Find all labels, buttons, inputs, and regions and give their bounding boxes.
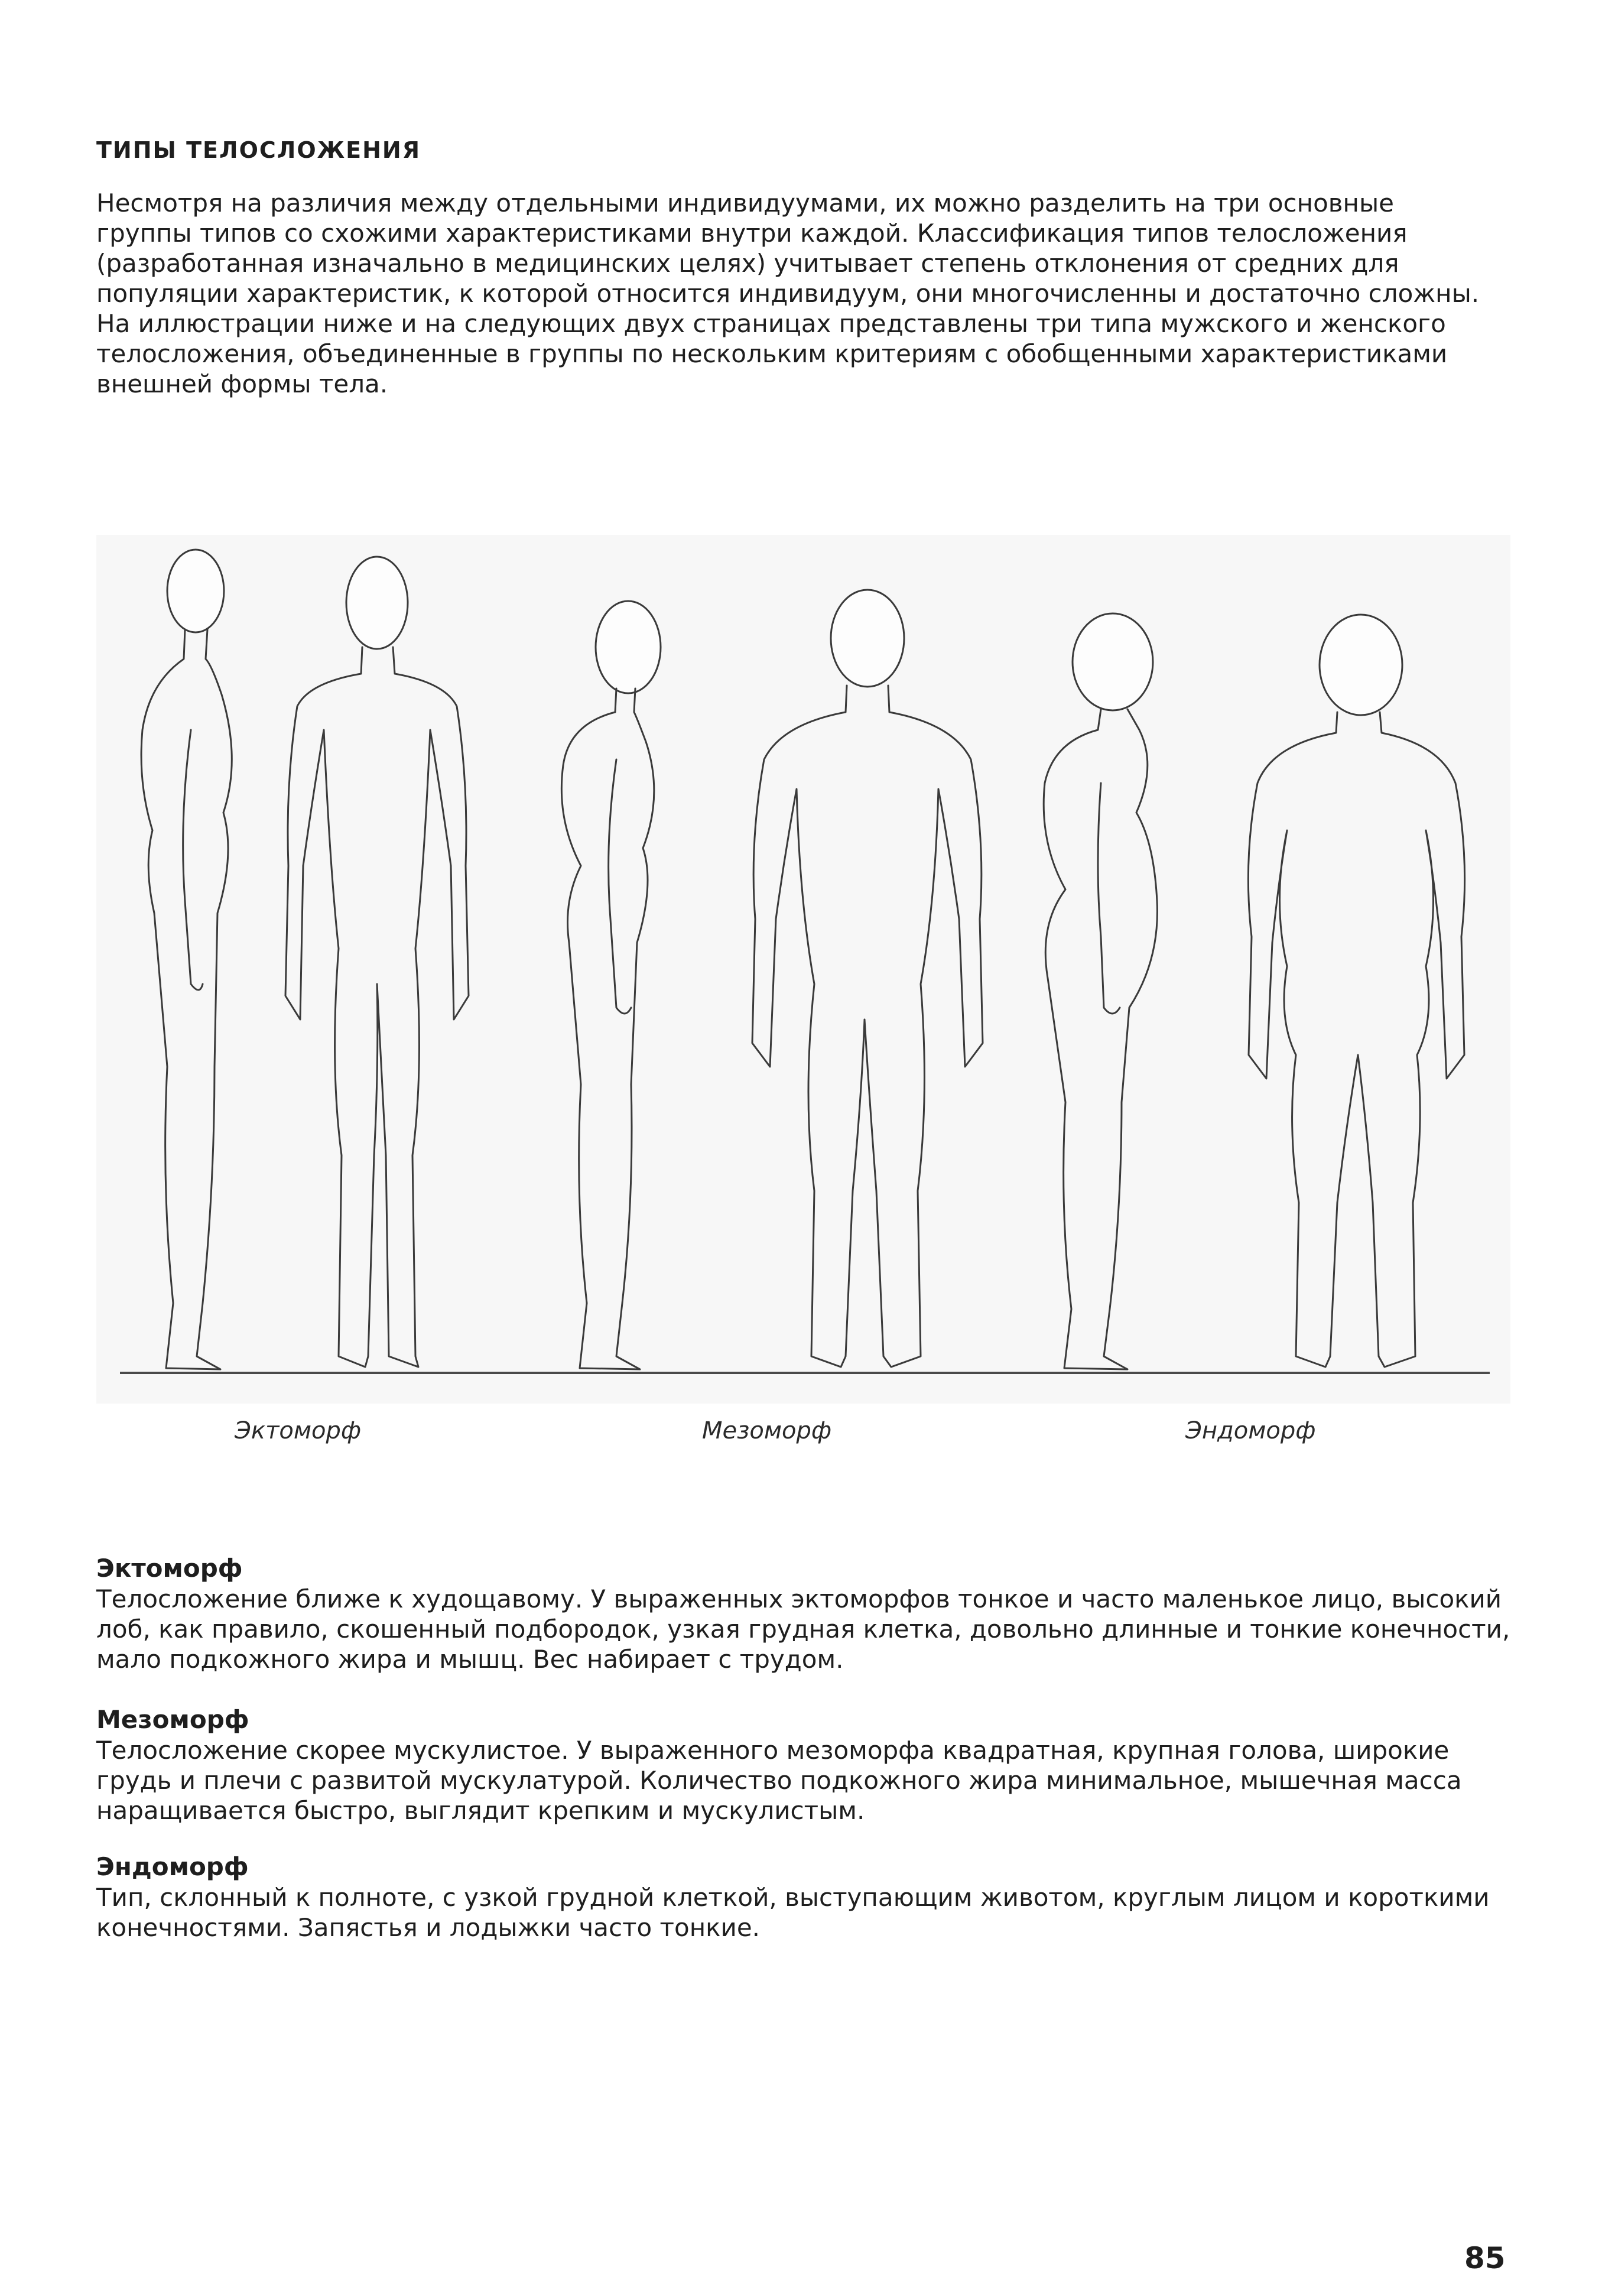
intro-line: (разработанная изначально в медицинских целях) учитывает степень отклонения от средних для bbox=[96, 249, 1399, 278]
figures-drawing bbox=[96, 535, 1510, 1404]
intro-line: группы типов со схожими характеристиками внутри каждой. Классификация типов телосложения bbox=[96, 219, 1408, 248]
caption-mesomorph: Мезоморф bbox=[702, 1417, 832, 1444]
section-body bbox=[96, 1735, 1532, 1826]
section-line: лоб, как правило, скошенный подбородок, узкая грудная клетка, довольно длинные и тонкие конечности, bbox=[96, 1615, 1510, 1644]
section-line: мало подкожного жира и мышц. Вес набирает с трудом. bbox=[96, 1645, 844, 1674]
section-title: Мезоморф bbox=[96, 1705, 249, 1734]
ectomorph-front-figure bbox=[285, 557, 469, 1367]
section-line: Телосложение ближе к худощавому. У выраженных эктоморфов тонкое и часто маленькое лицо, высокий bbox=[96, 1584, 1502, 1613]
ectomorph-side-figure bbox=[141, 550, 232, 1369]
section-heading: ТИПЫ ТЕЛОСЛОЖЕНИЯ bbox=[96, 137, 421, 163]
page-number: 85 bbox=[1464, 2241, 1506, 2275]
endomorph-side-figure bbox=[1044, 613, 1157, 1369]
caption-endomorph: Эндоморф bbox=[1185, 1417, 1316, 1444]
intro-paragraph bbox=[96, 188, 1526, 399]
intro-line: внешней формы тела. bbox=[96, 369, 388, 398]
section-endomorph bbox=[96, 1852, 1532, 1943]
intro-line: популяции характеристик, к которой относится индивидуум, они многочисленны и достаточно сложны. bbox=[96, 279, 1480, 308]
caption-ectomorph: Эктоморф bbox=[235, 1417, 362, 1444]
section-body bbox=[96, 1882, 1532, 1943]
mesomorph-front-figure bbox=[752, 590, 983, 1367]
intro-line: На иллюстрации ниже и на следующих двух страницах представлены три типа мужского и женского bbox=[96, 309, 1446, 338]
endomorph-front-figure bbox=[1248, 615, 1464, 1367]
section-line: наращивается быстро, выглядит крепким и мускулистым. bbox=[96, 1796, 865, 1825]
section-line: Тип, склонный к полноте, с узкой грудной клеткой, выступающим животом, круглым лицом и короткими bbox=[96, 1883, 1490, 1912]
intro-line: Несмотря на различия между отдельными индивидуумами, их можно разделить на три основные bbox=[96, 189, 1394, 217]
section-line: Телосложение скорее мускулистое. У выраженного мезоморфа квадратная, крупная голова, широкие bbox=[96, 1736, 1450, 1765]
section-line: грудь и плечи с развитой мускулатурой. Количество подкожного жира минимальное, мышечная масса bbox=[96, 1766, 1462, 1795]
section-title: Эктоморф bbox=[96, 1554, 243, 1583]
body-types-illustration bbox=[96, 535, 1510, 1404]
section-body bbox=[96, 1584, 1532, 1674]
intro-line: телосложения, объединенные в группы по нескольким критериям с обобщенными характеристиками bbox=[96, 339, 1448, 368]
section-ectomorph bbox=[96, 1553, 1532, 1674]
mesomorph-side-figure bbox=[561, 601, 661, 1369]
section-line: конечностями. Запястья и лодыжки часто тонкие. bbox=[96, 1913, 761, 1942]
section-title: Эндоморф bbox=[96, 1852, 249, 1881]
section-mesomorph bbox=[96, 1704, 1532, 1826]
